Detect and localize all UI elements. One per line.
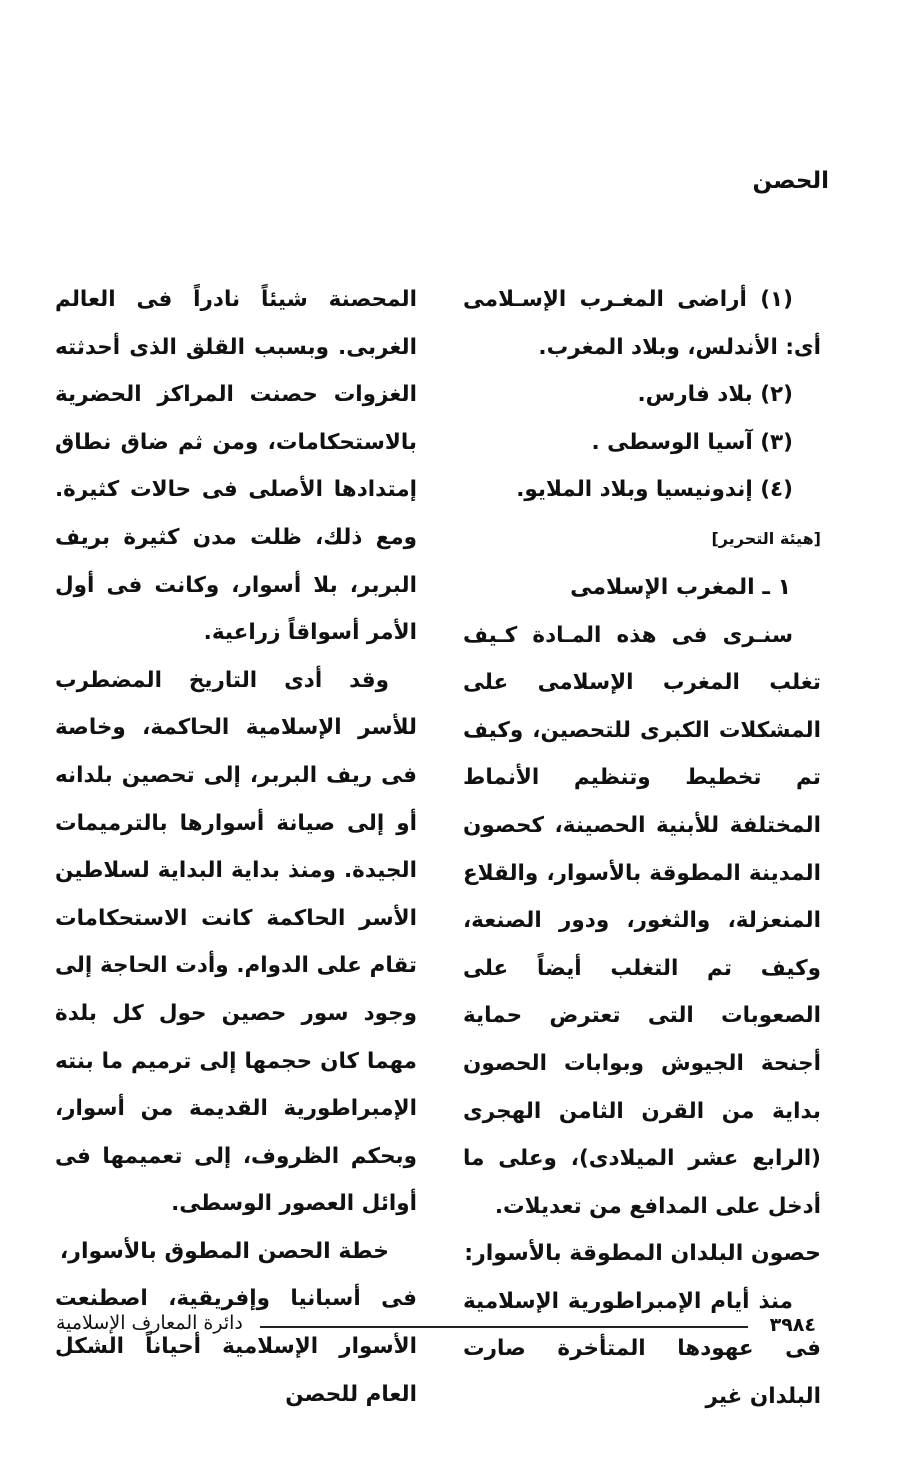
section-heading: ١ ـ المغرب الإسلامى xyxy=(570,574,791,600)
editor-signature: [هيئة التحرير] xyxy=(711,528,821,548)
subheading: حصون البلدان المطوقة بالأسوار: xyxy=(464,1241,821,1267)
footer-rule xyxy=(260,1326,748,1328)
regions-list xyxy=(463,276,821,514)
subheading: خطة الحصن المطوق بالأسوار، xyxy=(59,1238,389,1264)
list-item: (٤) إندونيسيا وبلاد الملايو. xyxy=(516,477,793,503)
right-column xyxy=(463,276,821,1421)
paragraph: وقد أدى التاريخ المضطرب للأسر الإسلامية الحاكمة، وخاصة فى ريف البربر، إلى تحصين بلدانه أو إلى صيانة أسوارها بالترميمات الجيدة. ومنذ بداية البداية لسلاطين الأسر الحاكمة كانت الاستحكامات تقام على الدوام. وأدت الحاجة إلى وجود سور حصين حول كل بلدة مهما كان حجمها إلى ترميم ما بنته الإمبراطورية القديمة من أسوار، وبحكم الظروف، إلى تعميمها فى أوائل العصور الوسطى. xyxy=(55,667,417,1217)
paragraph: فى أسبانيا وإفريقية، اصطنعت الأسوار الإسلامية أحياناً الشكل العام للحصن xyxy=(55,1286,417,1407)
paragraph: منذ أيام الإمبراطورية الإسلامية فى عهودها المتأخرة صارت البلدان غير xyxy=(463,1288,821,1410)
left-column xyxy=(55,276,417,1418)
list-item: (١) أراضى المغـرب الإسـلامى أى: الأندلس، وبلاد المغرب. xyxy=(463,287,821,360)
page-footer xyxy=(56,1312,816,1342)
paragraph: المحصنة شيئاً نادراً فى العالم الغربى. وبسبب القلق الذى أحدثته الغزوات حصنت المراكز الحضرية بالاستحكامات، ومن ثم ضاق نطاق إمتدادها الأصلى فى حالات كثيرة. ومع ذلك، ظلت مدن كثيرة بريف البربر، بلا أسوار، وكانت فى أول الأمر أسواقاً زراعية. xyxy=(55,287,417,646)
running-header: الحصن xyxy=(752,168,829,194)
publication-title: دائرة المعارف الإسلامية xyxy=(56,1312,243,1334)
list-item: (٢) بلاد فارس. xyxy=(637,382,793,408)
list-item: (٣) آسيا الوسطى . xyxy=(591,429,793,455)
intro-paragraph: سنـرى فى هذه المـادة كـيف تغلب المغرب الإسلامى على المشكلات الكبرى للتحصين، وكيف تم تخطيط وتنظيم الأنماط المختلفة للأبنية الحصينة، كحصون المدينة المطوقة بالأسوار، والقلاع المنعزلة، والثغور، ودور الصنعة، وكيف تم التغلب أيضاً على الصعوبات التى تعترض حماية أجنحة الجيوش وبوابات الحصون بداية من القرن الثامن الهجرى (الرابع عشر الميلادى)، وعلى ما أدخل على المدافع من تعديلات. xyxy=(463,622,821,1219)
page-number: ٣٩٨٤ xyxy=(769,1314,816,1336)
